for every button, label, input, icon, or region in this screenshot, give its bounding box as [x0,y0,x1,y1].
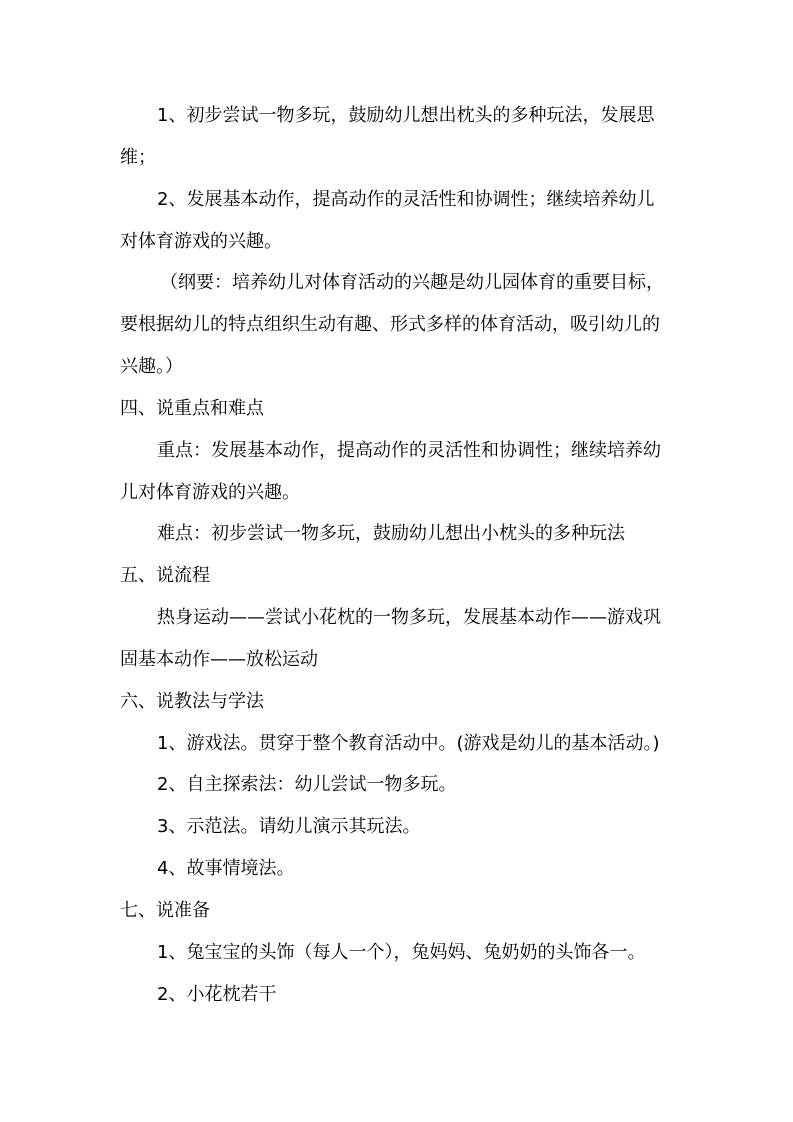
process-line-1: 热身运动——尝试小花枕的一物多玩，发展基本动作——游戏巩 [157,607,661,628]
outline-note-line-1: （纲要：培养幼儿对体育活动的兴趣是幼儿园体育的重要目标， [160,272,664,293]
method-item-4: 4、故事情境法。 [157,858,295,879]
preparation-item-2: 2、小花枕若干 [157,984,277,1005]
goal-1-line-2: 维； [120,147,156,168]
goal-2-line-1: 2、发展基本动作，提高动作的灵活性和协调性；继续培养幼儿 [157,189,655,210]
preparation-item-1: 1、兔宝宝的头饰（每人一个），兔妈妈、兔奶奶的头饰各一。 [157,942,646,963]
goal-2-line-2: 对体育游戏的兴趣。 [120,231,282,252]
method-item-2: 2、自主探索法：幼儿尝试一物多玩。 [157,774,457,795]
section-heading-process: 五、说流程 [120,565,210,586]
method-item-1: 1、游戏法。贯穿于整个教育活动中。(游戏是幼儿的基本活动。) [157,733,660,754]
key-point-line-2: 儿对体育游戏的兴趣。 [120,482,300,503]
process-line-2: 固基本动作——放松运动 [120,649,318,670]
outline-note-line-3: 兴趣。） [120,356,183,377]
section-heading-methods: 六、说教法与学法 [120,691,264,712]
section-heading-preparation: 七、说准备 [120,900,210,921]
difficulty-line: 难点：初步尝试一物多玩，鼓励幼儿想出小枕头的多种玩法 [157,523,625,544]
outline-note-line-2: 要根据幼儿的特点组织生动有趣、形式多样的体育活动，吸引幼儿的 [120,314,660,335]
goal-1-line-1: 1、初步尝试一物多玩，鼓励幼儿想出枕头的多种玩法，发展思 [157,105,655,126]
method-item-3: 3、示范法。请幼儿演示其玩法。 [157,816,421,837]
key-point-line-1: 重点：发展基本动作，提高动作的灵活性和协调性；继续培养幼 [157,440,661,461]
section-heading-key-points: 四、说重点和难点 [120,398,264,419]
